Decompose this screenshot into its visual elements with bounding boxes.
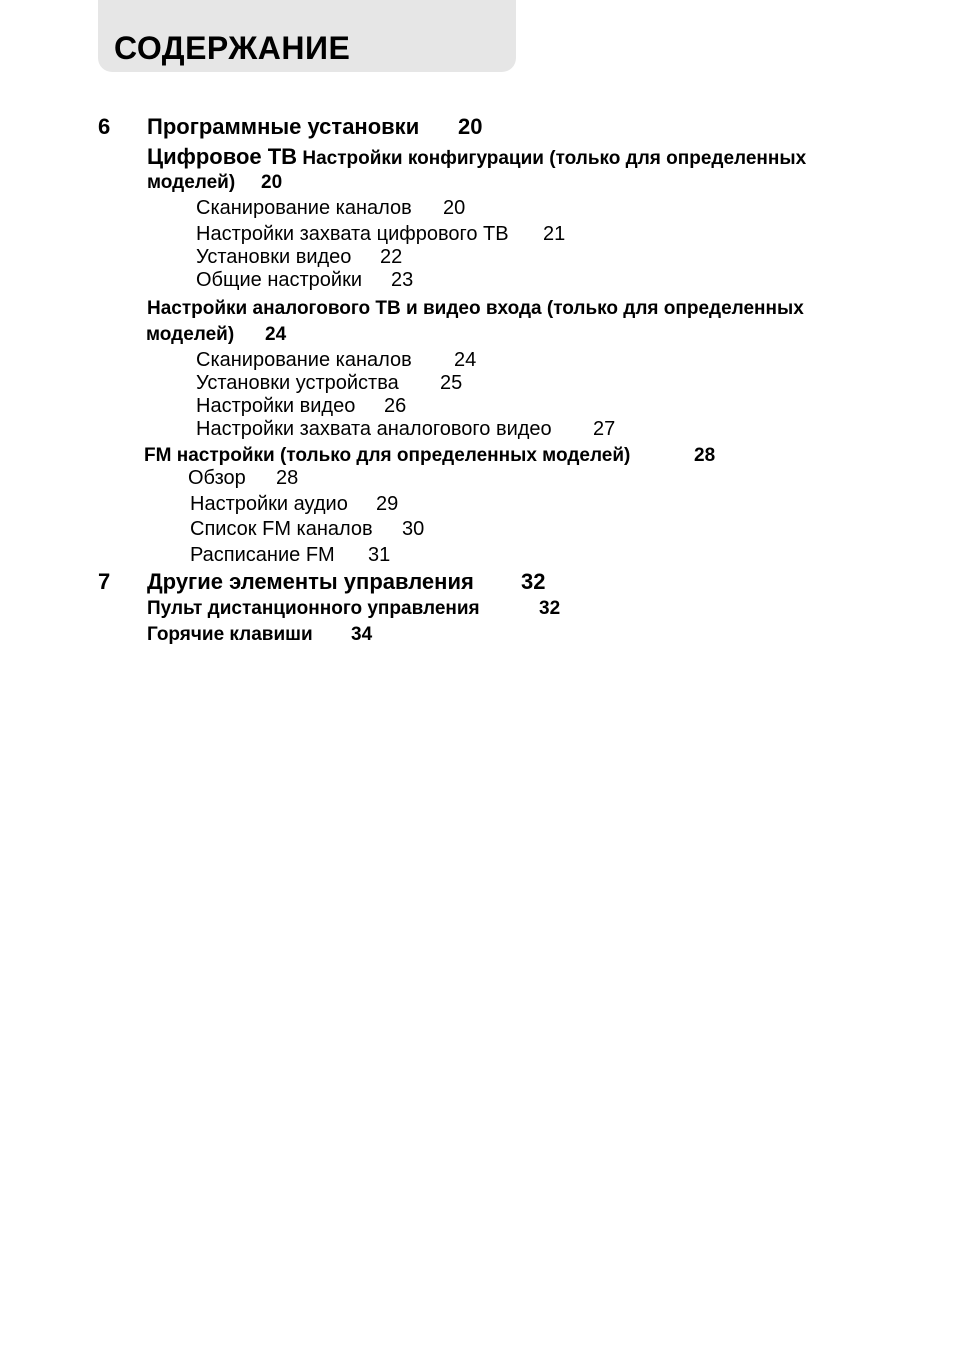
list-item-page: 27 (593, 418, 616, 440)
header-box (98, 0, 516, 72)
chapter-7-number: 7 (98, 569, 111, 594)
chapter-7-page: 32 (521, 569, 546, 594)
list-item-label[interactable]: Настройки видео (196, 395, 356, 417)
list-item-label[interactable]: Установки устройства (196, 372, 399, 394)
list-item-label[interactable]: Расписание FM (190, 544, 335, 566)
list-item-page: 22 (380, 246, 403, 268)
section-hotkeys-page: 34 (351, 624, 373, 645)
list-item-label[interactable]: Обзор (188, 467, 246, 489)
chapter-6-number: 6 (98, 114, 111, 139)
list-item-label[interactable]: Установки видео (196, 246, 352, 268)
section-digital-tv-line2: моделей) (147, 172, 236, 193)
chapter-7-title[interactable]: Другие элементы управления (147, 569, 474, 594)
chapter-6-page: 20 (458, 114, 483, 139)
section-remote-control[interactable]: Пульт дистанционного управления (147, 598, 480, 619)
list-item-label[interactable]: Настройки аудио (190, 493, 348, 515)
section-digital-tv-lead: Цифровое ТВ (147, 144, 298, 169)
section-hotkeys[interactable]: Горячие клавиши (147, 624, 313, 645)
list-item-page: 29 (376, 493, 399, 515)
list-item-page: 30 (402, 518, 425, 540)
section-digital-tv-page: 20 (261, 172, 283, 193)
page-title: СОДЕРЖАНИЕ (114, 30, 351, 66)
section-fm-page: 28 (694, 445, 716, 466)
list-item-label[interactable]: Сканирование каналов (196, 349, 412, 371)
list-item-label[interactable]: Список FM каналов (190, 518, 373, 540)
list-item-label[interactable]: Общие настройки (196, 269, 362, 291)
list-item-page: 31 (368, 544, 391, 566)
list-item-page: 25 (440, 372, 463, 394)
list-item-label[interactable]: Настройки захвата аналогового видео (196, 418, 552, 440)
list-item-page: 21 (543, 223, 566, 245)
list-item-label[interactable]: Настройки захвата цифрового ТВ (196, 223, 509, 245)
section-analog-tv[interactable]: Настройки аналогового ТВ и видео входа (только для определенных (147, 298, 804, 319)
list-item-page: 24 (454, 349, 477, 371)
section-analog-tv-line2: моделей) (146, 324, 235, 345)
section-digital-tv-rest: Настройки конфигурации (только для определенных (302, 148, 807, 169)
list-item-page: 26 (384, 395, 407, 417)
section-analog-tv-page: 24 (265, 324, 287, 345)
chapter-6-title[interactable]: Программные установки (147, 114, 420, 139)
section-digital-tv[interactable] (147, 144, 806, 171)
list-item-label[interactable]: Сканирование каналов (196, 197, 412, 219)
list-item-page: 23 (391, 269, 414, 291)
section-remote-control-page: 32 (539, 598, 561, 619)
list-item-page: 20 (443, 197, 466, 219)
list-item-page: 28 (276, 467, 299, 489)
section-fm[interactable]: FM настройки (только для определенных моделей) (144, 445, 631, 466)
